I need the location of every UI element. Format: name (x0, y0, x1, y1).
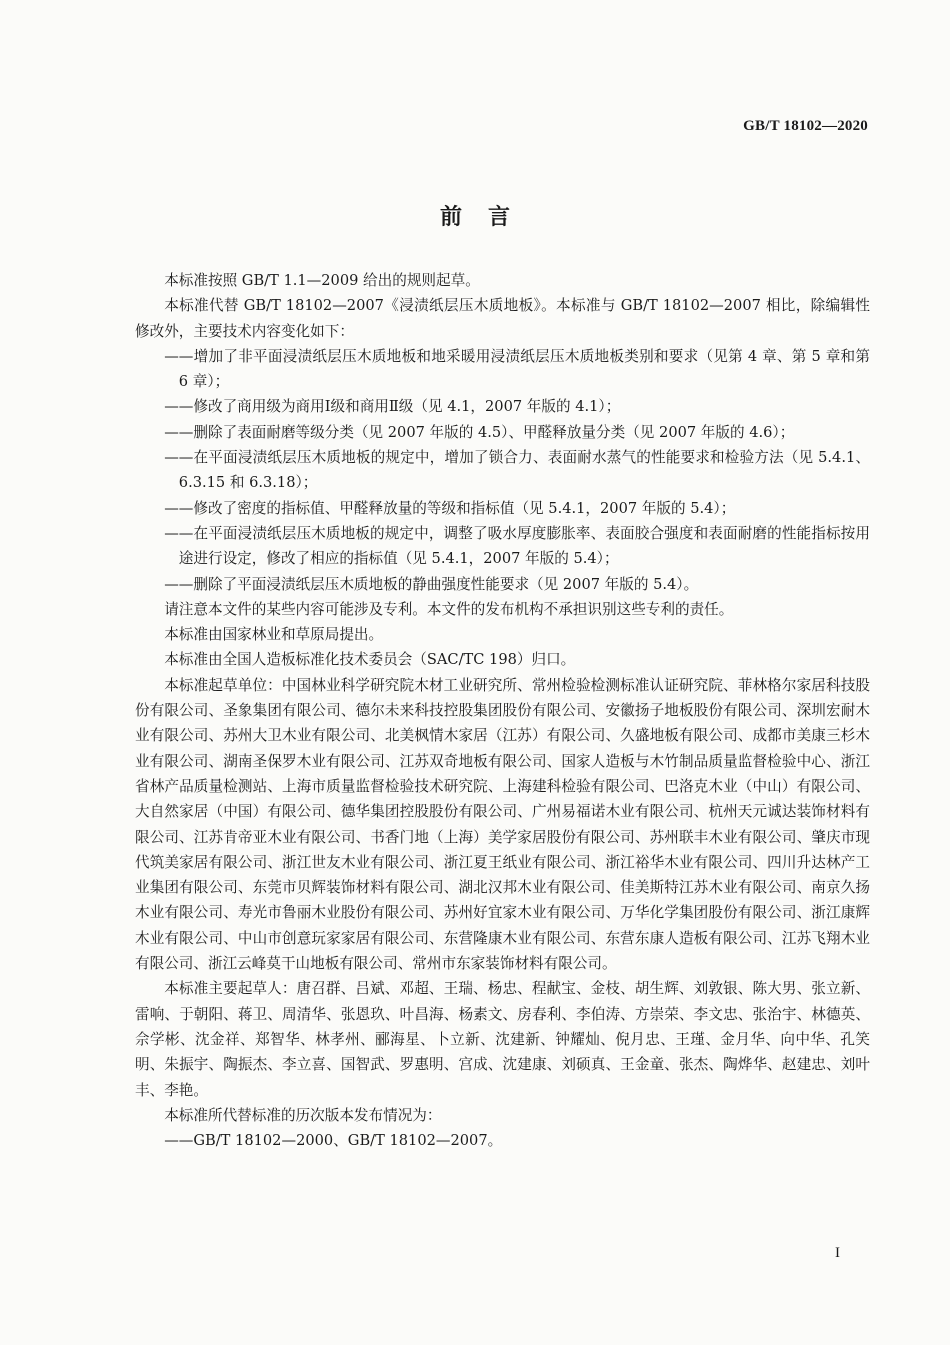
paragraph-history-editions: ——GB/T 18102—2000、GB/T 18102—2007。 (164, 1132, 503, 1150)
change-item: ——增加了非平面浸渍纸层压木质地板和地采暖用浸渍纸层压木质地板类别和要求（见第 4 章、第 5 章和第 6 章）； (164, 347, 870, 391)
paragraph-drafting-units: 本标准起草单位：中国林业科学研究院木材工业研究所、常州检验检测标准认证研究院、菲林格尔家居科技股份有限公司、圣象集团有限公司、德尔未来科技控股集团股份有限公司、安徽扬子地板股份有限公司、深圳宏耐木业有限公司、苏州大卫木业有限公司、北美枫情木家居（江苏）有限公司、久盛地板有限公司、成都市美康三杉木业有限公司、湖南圣保罗木业有限公司、江苏双奇地板有限公司、国家人造板与木竹制品质量监督检验中心、浙江省林产品质量检测站、上海市质量监督检验技术研究院、上海建科检验有限公司、巴洛克木业（中山）有限公司、大自然家居（中国）有限公司、德华集团控股股份有限公司、广州易福诺木业有限公司、杭州天元诚达装饰材料有限公司、江苏肯帝亚木业有限公司、书香门地（上海）美学家居股份有限公司、苏州联丰木业有限公司、肇庆市现代筑美家居有限公司、浙江世友木业有限公司、浙江夏王纸业有限公司、浙江裕华木业有限公司、四川升达林产工业集团有限公司、东莞市贝辉装饰材料有限公司、湖北汉邦木业有限公司、佳美斯特江苏木业有限公司、南京久扬木业有限公司、寿光市鲁丽木业股份有限公司、苏州好宜家木业有限公司、万华化学集团股份有限公司、浙江康辉木业有限公司、中山市创意玩家家居有限公司、东营隆康木业有限公司、东营东康人造板有限公司、江苏飞翔木业有限公司、浙江云峰莫干山地板有限公司、常州市东家装饰材料有限公司。 (135, 676, 870, 973)
paragraph-drafting-rules: 本标准按照 GB/T 1.1—2009 给出的规则起草。 (164, 272, 480, 289)
change-item: ——修改了密度的指标值、甲醛释放量的等级和指标值（见 5.4.1，2007 年版的 5.4）； (164, 499, 736, 517)
change-item: ——修改了商用级为商用Ⅰ级和商用Ⅱ级（见 4.1，2007 年版的 4.1）； (164, 398, 621, 416)
page-title: 前言 (439, 205, 536, 230)
paragraph-replacement: 本标准代替 GB/T 18102—2007《浸渍纸层压木质地板》。本标准与 GB/T 18102—2007 相比，除编辑性修改外，主要技术内容变化如下： (135, 297, 870, 340)
paragraph-committee: 本标准由全国人造板标准化技术委员会（SAC/TC 198）归口。 (164, 651, 576, 669)
change-item: ——删除了表面耐磨等级分类（见 2007 年版的 4.5）、甲醛释放量分类（见 2007 年版的 4.6）； (164, 423, 795, 441)
paragraph-history-intro: 本标准所代替标准的历次版本发布情况为： (164, 1106, 442, 1124)
page-number: I (835, 1245, 840, 1261)
paragraph-proposer: 本标准由国家林业和草原局提出。 (164, 626, 384, 644)
change-item: ——在平面浸渍纸层压木质地板的规定中，调整了吸水厚度膨胀率、表面胶合强度和表面耐磨的性能指标按用途进行设定，修改了相应的指标值（见 5.4.1，2007 年版的 5.4）； (164, 524, 870, 568)
standard-code: GB/T 18102—2020 (743, 118, 868, 134)
change-item: ——在平面浸渍纸层压木质地板的规定中，增加了锁合力、表面耐水蒸气的性能要求和检验方法（见 5.4.1、6.3.15 和 6.3.18）； (164, 449, 870, 492)
paragraph-drafters: 本标准主要起草人：唐召群、吕斌、邓超、王瑞、杨忠、程献宝、金枝、胡生辉、刘敦银、陈大男、张立新、雷响、于朝阳、蒋卫、周清华、张恩玖、叶昌海、杨素文、房春利、李伯涛、方崇荣、李文忠、张治宇、林德英、佘学彬、沈金祥、郑智华、林孝州、郦海星、卜立新、沈建新、钟耀灿、倪月忠、王瑾、金月华、向中华、孔笑明、朱振宇、陶振杰、李立喜、国智武、罗惠明、宫成、沈建康、刘硕真、王金童、张杰、陶烨华、赵建忠、刘叶丰、李艳。 (135, 980, 870, 1099)
paragraph-patent-notice: 请注意本文件的某些内容可能涉及专利。本文件的发布机构不承担识别这些专利的责任。 (164, 600, 734, 618)
document-body (135, 268, 870, 1153)
change-item: ——删除了平面浸渍纸层压木质地板的静曲强度性能要求（见 2007 年版的 5.4）。 (164, 575, 699, 593)
